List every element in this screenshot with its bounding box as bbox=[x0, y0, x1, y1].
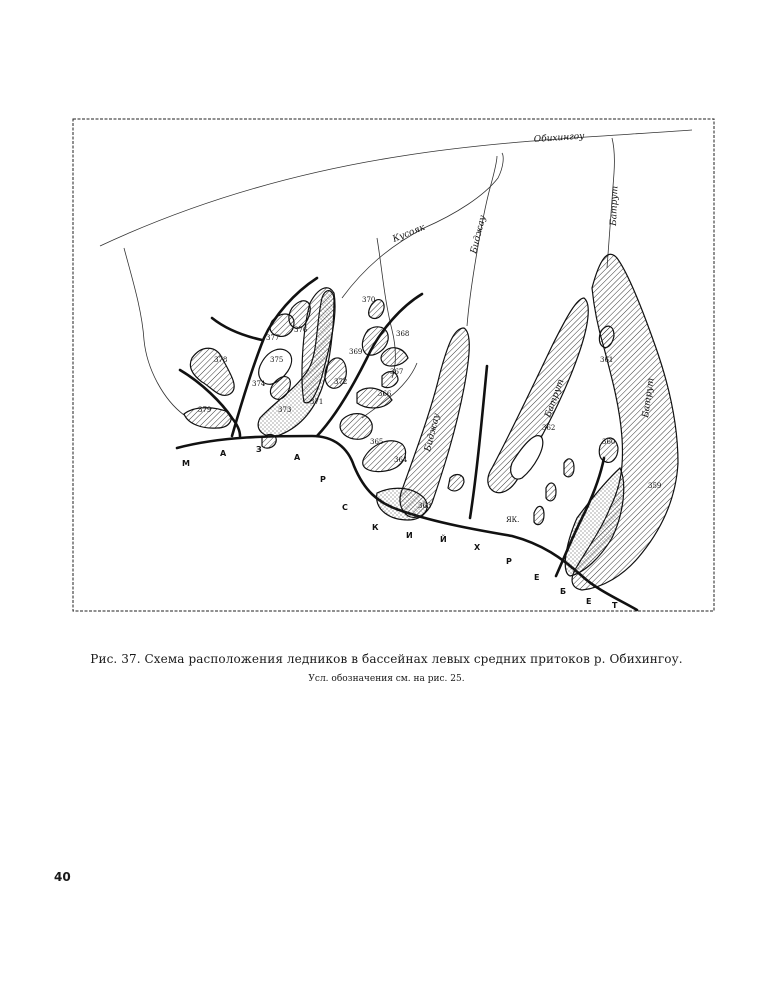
glacier-label: 379 bbox=[198, 406, 212, 414]
page-number: 40 bbox=[54, 870, 71, 884]
glacier-label: 362 bbox=[542, 424, 556, 432]
ridge-letter: И bbox=[406, 531, 413, 540]
glacier-369 bbox=[362, 327, 388, 355]
glacier-label: 376 bbox=[294, 326, 308, 334]
ridge-letter: Р bbox=[320, 475, 326, 484]
ridge-spur-west bbox=[212, 318, 262, 340]
ridge-letter: Х bbox=[474, 543, 481, 552]
label-yak: ЯК. bbox=[506, 516, 520, 524]
river-obikhingou bbox=[100, 130, 692, 246]
label-river-bidzhau-upper: Биджау bbox=[469, 214, 489, 255]
ridge-spur-362 bbox=[470, 366, 487, 518]
glacier-label: 378 bbox=[214, 356, 228, 364]
glacier-label: 369 bbox=[349, 348, 363, 356]
ridge-letter: С bbox=[342, 503, 348, 512]
ridge-letter: А bbox=[294, 453, 301, 462]
glacier-label: 375 bbox=[270, 356, 284, 364]
glacier-small-c bbox=[564, 459, 574, 477]
ridge-letter: А bbox=[220, 449, 227, 458]
glacier-365 bbox=[340, 414, 372, 440]
ridge-letter: М bbox=[182, 459, 190, 468]
glacier-label: 377 bbox=[266, 334, 280, 342]
glacier-small-d bbox=[448, 475, 464, 491]
glacier-label: 364 bbox=[394, 456, 408, 464]
glacier-label: 372 bbox=[334, 378, 348, 386]
label-river-batrut-left: Батрут bbox=[543, 377, 567, 420]
figure-caption: Рис. 37. Схема расположения ледников в бассейнах левых средних притоков р. Обихингоу. bbox=[90, 652, 683, 666]
label-river-bidzhau-lower: Биджау bbox=[423, 412, 443, 453]
glacier-label: 360 bbox=[602, 438, 616, 446]
glacier-label: 371 bbox=[310, 398, 324, 406]
ridge-letter: Б bbox=[560, 587, 567, 596]
glacier-378 bbox=[190, 348, 234, 395]
glacier-label: 363 bbox=[418, 502, 432, 510]
label-river-batrut-right: Батрут bbox=[641, 377, 657, 419]
glacier-small-e bbox=[262, 435, 276, 449]
glacier-label: 368 bbox=[396, 330, 410, 338]
glacier-map bbox=[72, 118, 715, 612]
label-river-obikhingou: Обихингоу bbox=[533, 131, 585, 145]
ridge-letter: Е bbox=[586, 597, 592, 606]
glacier-label: 374 bbox=[252, 380, 266, 388]
label-river-kusoyak: Кусояк bbox=[391, 222, 427, 245]
glacier-small-b bbox=[546, 483, 556, 501]
glacier-label: 365 bbox=[370, 438, 384, 446]
glacier-small-a bbox=[534, 506, 544, 524]
glacier-label: 359 bbox=[648, 482, 662, 490]
glacier-label: 367 bbox=[390, 368, 404, 376]
ridge-letter: К bbox=[372, 523, 379, 532]
ridge-letter: Й bbox=[440, 535, 447, 544]
figure-caption-legend-note: Усл. обозначения см. на рис. 25. bbox=[308, 674, 465, 684]
glacier-label: 361 bbox=[600, 356, 614, 364]
ridge-letter: Е bbox=[534, 573, 540, 582]
glacier-label: 373 bbox=[278, 406, 292, 414]
river-west-branch bbox=[124, 248, 184, 415]
glacier-label: 366 bbox=[378, 390, 392, 398]
glacier-label: 370 bbox=[362, 296, 376, 304]
ridge-letter: З bbox=[256, 445, 262, 454]
glacier-368 bbox=[381, 348, 408, 366]
ridge-letter: Р bbox=[506, 557, 512, 566]
ridge-letter: Т bbox=[612, 601, 618, 610]
label-river-batrut-upper: Батрут bbox=[609, 185, 621, 227]
